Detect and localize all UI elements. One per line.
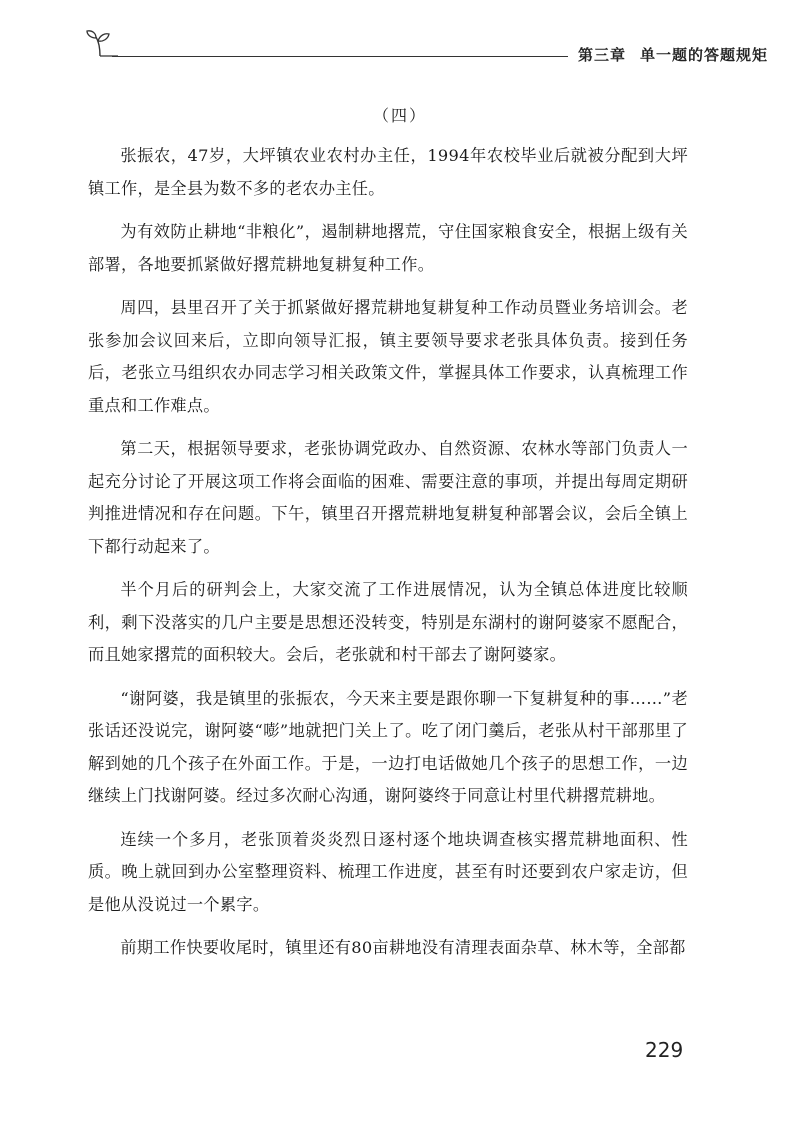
paragraph: 半个月后的研判会上，大家交流了工作进展情况，认为全镇总体进度比较顺利，剩下没落实的几户主要是思想还没转变，特别是东湖村的谢阿婆家不愿配合，而且她家撂荒的面积较大。会后，老张就和村干部去了谢阿婆家。: [88, 580, 688, 664]
chapter-title: [578, 44, 768, 65]
page-number: 229: [645, 1038, 684, 1062]
section-heading: （四）: [372, 106, 427, 125]
chapter-name: 单一题的答题规矩: [640, 46, 769, 64]
chapter-number: 第三章: [578, 46, 627, 64]
body-text: [88, 140, 688, 976]
running-header: [84, 28, 769, 68]
paragraph: 连续一个多月，老张顶着炎炎烈日逐村逐个地块调查核实撂荒耕地面积、性质。晚上就回到办公室整理资料、梳理工作进度，甚至有时还要到农户家走访，但是他从没说过一个累字。: [88, 829, 688, 914]
paragraph: 周四，县里召开了关于抓紧做好撂荒耕地复耕复种工作动员暨业务培训会。老张参加会议回来后，立即向领导汇报，镇主要领导要求老张具体负责。接到任务后，老张立马组织农办同志学习相关政策文件，掌握具体工作要求，认真梳理工作重点和工作难点。: [88, 298, 688, 415]
paragraph: 张振农，47岁，大坪镇农业农村办主任，1994年农校毕业后就被分配到大坪镇工作，是全县为数不多的老农办主任。: [88, 146, 688, 198]
header-rule: [112, 56, 568, 57]
sprout-icon: [84, 28, 118, 58]
paragraph: 为有效防止耕地“非粮化”，遏制耕地撂荒，守住国家粮食安全，根据上级有关部署，各地要抓紧做好撂荒耕地复耕复种工作。: [88, 222, 688, 274]
paragraph: “谢阿婆，我是镇里的张振农，今天来主要是跟你聊一下复耕复种的事……”老张话还没说完，谢阿婆“嘭”地就把门关上了。吃了闭门羹后，老张从村干部那里了解到她的几个孩子在外面工作。于是，一边打电话做她几个孩子的思想工作，一边继续上门找谢阿婆。经过多次耐心沟通，谢阿婆终于同意让村里代耕撂荒耕地。: [88, 688, 688, 805]
paragraph: 第二天，根据领导要求，老张协调党政办、自然资源、农林水等部门负责人一起充分讨论了开展这项工作将会面临的困难、需要注意的事项，并提出每周定期研判推进情况和存在问题。下午，镇里召开撂荒耕地复耕复种部署会议，会后全镇上下都行动起来了。: [88, 439, 688, 556]
paragraph: 前期工作快要收尾时，镇里还有80亩耕地没有清理表面杂草、林木等，全部都: [120, 938, 686, 957]
